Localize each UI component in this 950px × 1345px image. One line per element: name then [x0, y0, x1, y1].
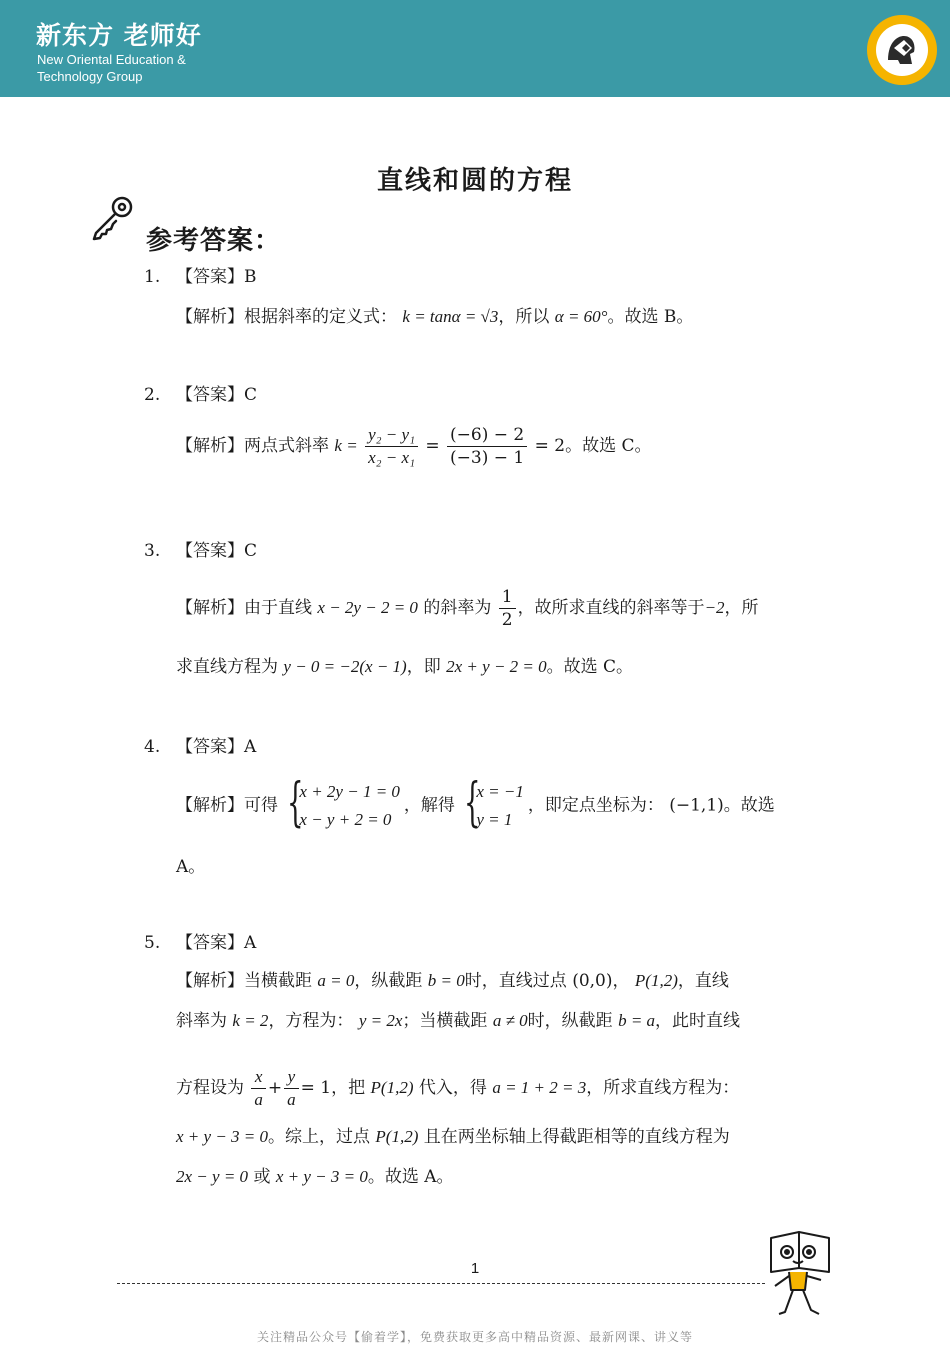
text: 。故选 C。 — [546, 657, 634, 677]
math: (−1,1) — [669, 795, 724, 816]
text: 或 — [253, 1167, 271, 1187]
question-number: 2. — [144, 385, 161, 405]
mascot-book-character-icon — [765, 1228, 835, 1320]
explanation-line — [176, 1166, 454, 1188]
fraction: $\frac{1}{2}$ — [499, 588, 516, 629]
text: 根据斜率的定义式： — [244, 307, 397, 327]
answer-line — [176, 384, 257, 406]
section-title: 参考答案： — [146, 226, 282, 256]
text: ，即 — [406, 657, 441, 677]
key-icon — [88, 194, 136, 242]
math: x + y − 3 = 0 — [176, 1127, 269, 1146]
math: x + y − 3 = 0 — [275, 1167, 368, 1186]
text: 求直线方程为 — [176, 657, 278, 677]
answer-line — [176, 540, 257, 562]
text: 。综上，过点 — [268, 1127, 371, 1147]
answer-text: 【答案】C — [176, 385, 258, 405]
text: 时，直线过点 — [464, 971, 567, 991]
fraction: $\frac{(-6) - 2}{(-3) - 1}$ — [447, 426, 527, 467]
text: 代入，得 — [418, 1078, 487, 1099]
math: k = tanα = √3 — [402, 307, 499, 326]
fraction: $\frac{\text{y₂ − y₁}}{\text{x₂ − x₁}}$ — [365, 426, 418, 467]
math: P(1,2) — [634, 971, 678, 990]
math: = — [425, 436, 440, 457]
text: ， — [612, 971, 630, 991]
explanation-line — [176, 426, 652, 467]
brand-english-name: New Oriental Education & Technology Group — [37, 52, 186, 84]
math: b = a — [618, 1011, 656, 1030]
question-number: 1. — [144, 267, 161, 287]
text: ，纵截距 — [354, 971, 423, 991]
text: ，所以 — [498, 307, 550, 327]
explanation-line — [176, 970, 729, 992]
text: 两点式斜率 — [244, 436, 329, 457]
explanation-line — [176, 1010, 740, 1032]
explanation-tag: 【解析】 — [176, 436, 244, 457]
math: P(1,2) — [375, 1127, 419, 1146]
explanation-line — [176, 306, 693, 328]
text: A。 — [176, 857, 206, 877]
text: ；当横截距 — [402, 1011, 488, 1031]
answer-text: 【答案】A — [176, 737, 257, 757]
explanation-line — [176, 856, 205, 878]
answer-text: 【答案】B — [176, 267, 257, 287]
answer-line — [176, 736, 256, 758]
text: 当横截距 — [244, 971, 312, 991]
answer-line — [176, 932, 256, 954]
math: k = 2 — [232, 1011, 269, 1030]
math: 2x − y = 0 — [176, 1167, 249, 1186]
text: ，直线 — [677, 971, 729, 991]
explanation-line — [176, 1068, 739, 1109]
math: = 2 — [534, 436, 566, 457]
equation-solution: { x = −1 y = 1 — [464, 773, 524, 833]
document-title: 直线和圆的方程 — [376, 166, 573, 196]
math: 2x + y − 2 = 0 — [446, 657, 547, 676]
text: 。故选 C。 — [565, 436, 652, 457]
footer-divider — [117, 1283, 765, 1284]
text: 。故选 B。 — [607, 307, 694, 327]
text: 由于直线 — [244, 598, 312, 619]
explanation-line — [176, 1126, 730, 1148]
fraction: $\frac{y}{a}$ — [284, 1068, 299, 1109]
explanation-tag: 【解析】 — [176, 795, 244, 816]
fraction: $\frac{x}{a}$ — [251, 1068, 266, 1109]
question-number: 4. — [144, 737, 161, 757]
math: a ≠ 0 — [492, 1011, 528, 1030]
math: α = 60° — [554, 307, 608, 326]
text: 时，纵截距 — [527, 1011, 613, 1031]
new-oriental-logo-icon — [866, 14, 938, 86]
math: + — [267, 1078, 283, 1099]
text: 的斜率为 — [423, 598, 492, 619]
text: ，所 — [724, 598, 759, 619]
text: 且在两坐标轴上得截距相等的直线方程为 — [423, 1127, 730, 1147]
text: 方程设为 — [176, 1078, 244, 1099]
header-bar — [0, 0, 950, 97]
text: 可得 — [244, 795, 278, 816]
explanation-tag: 【解析】 — [176, 598, 244, 619]
question-number: 5. — [144, 933, 161, 953]
math: y − 0 = −2(x − 1) — [283, 657, 407, 676]
text: ，即定点坐标为： — [527, 795, 664, 816]
footer-note: 关注精品公众号【偷着学】，免费获取更多高中精品资源、最新网课、讲义等 — [256, 1330, 693, 1344]
math: x − 2y − 2 = 0 — [317, 598, 418, 618]
math: P(1,2) — [370, 1078, 414, 1098]
text: ，所求直线方程为： — [586, 1078, 740, 1099]
answer-line — [176, 266, 257, 288]
text: ，故所求直线的斜率等于 — [517, 598, 705, 619]
text: 。故选 A。 — [367, 1167, 454, 1187]
explanation-tag: 【解析】 — [176, 307, 244, 327]
math: a = 0 — [317, 971, 355, 990]
text: ，方程为： — [268, 1011, 354, 1031]
explanation-line — [176, 656, 633, 678]
text: 斜率为 — [176, 1011, 227, 1031]
answer-text: 【答案】A — [176, 933, 257, 953]
explanation-line — [176, 773, 775, 834]
explanation-line — [176, 588, 759, 629]
question-number: 3. — [144, 541, 161, 561]
equation-system: { x + 2y − 1 = 0 x − y + 2 = 0 — [287, 773, 400, 833]
text: ，解得 — [403, 795, 455, 816]
text: ，把 — [331, 1078, 366, 1099]
brand-chinese-name: 新东方 老师好 — [36, 21, 202, 50]
answer-text: 【答案】C — [176, 541, 258, 561]
math: −2 — [704, 598, 725, 618]
text: ，此时直线 — [655, 1011, 741, 1031]
math: b = 0 — [427, 971, 465, 990]
math: = 1 — [300, 1078, 332, 1099]
math: a = 1 + 2 = 3 — [492, 1078, 587, 1098]
page-number: 1 — [470, 1260, 480, 1277]
math: y = 2x — [358, 1011, 403, 1030]
explanation-tag: 【解析】 — [176, 971, 244, 991]
math: k = — [334, 436, 358, 456]
math: (0,0) — [572, 971, 613, 991]
text: 。故选 — [723, 795, 775, 816]
